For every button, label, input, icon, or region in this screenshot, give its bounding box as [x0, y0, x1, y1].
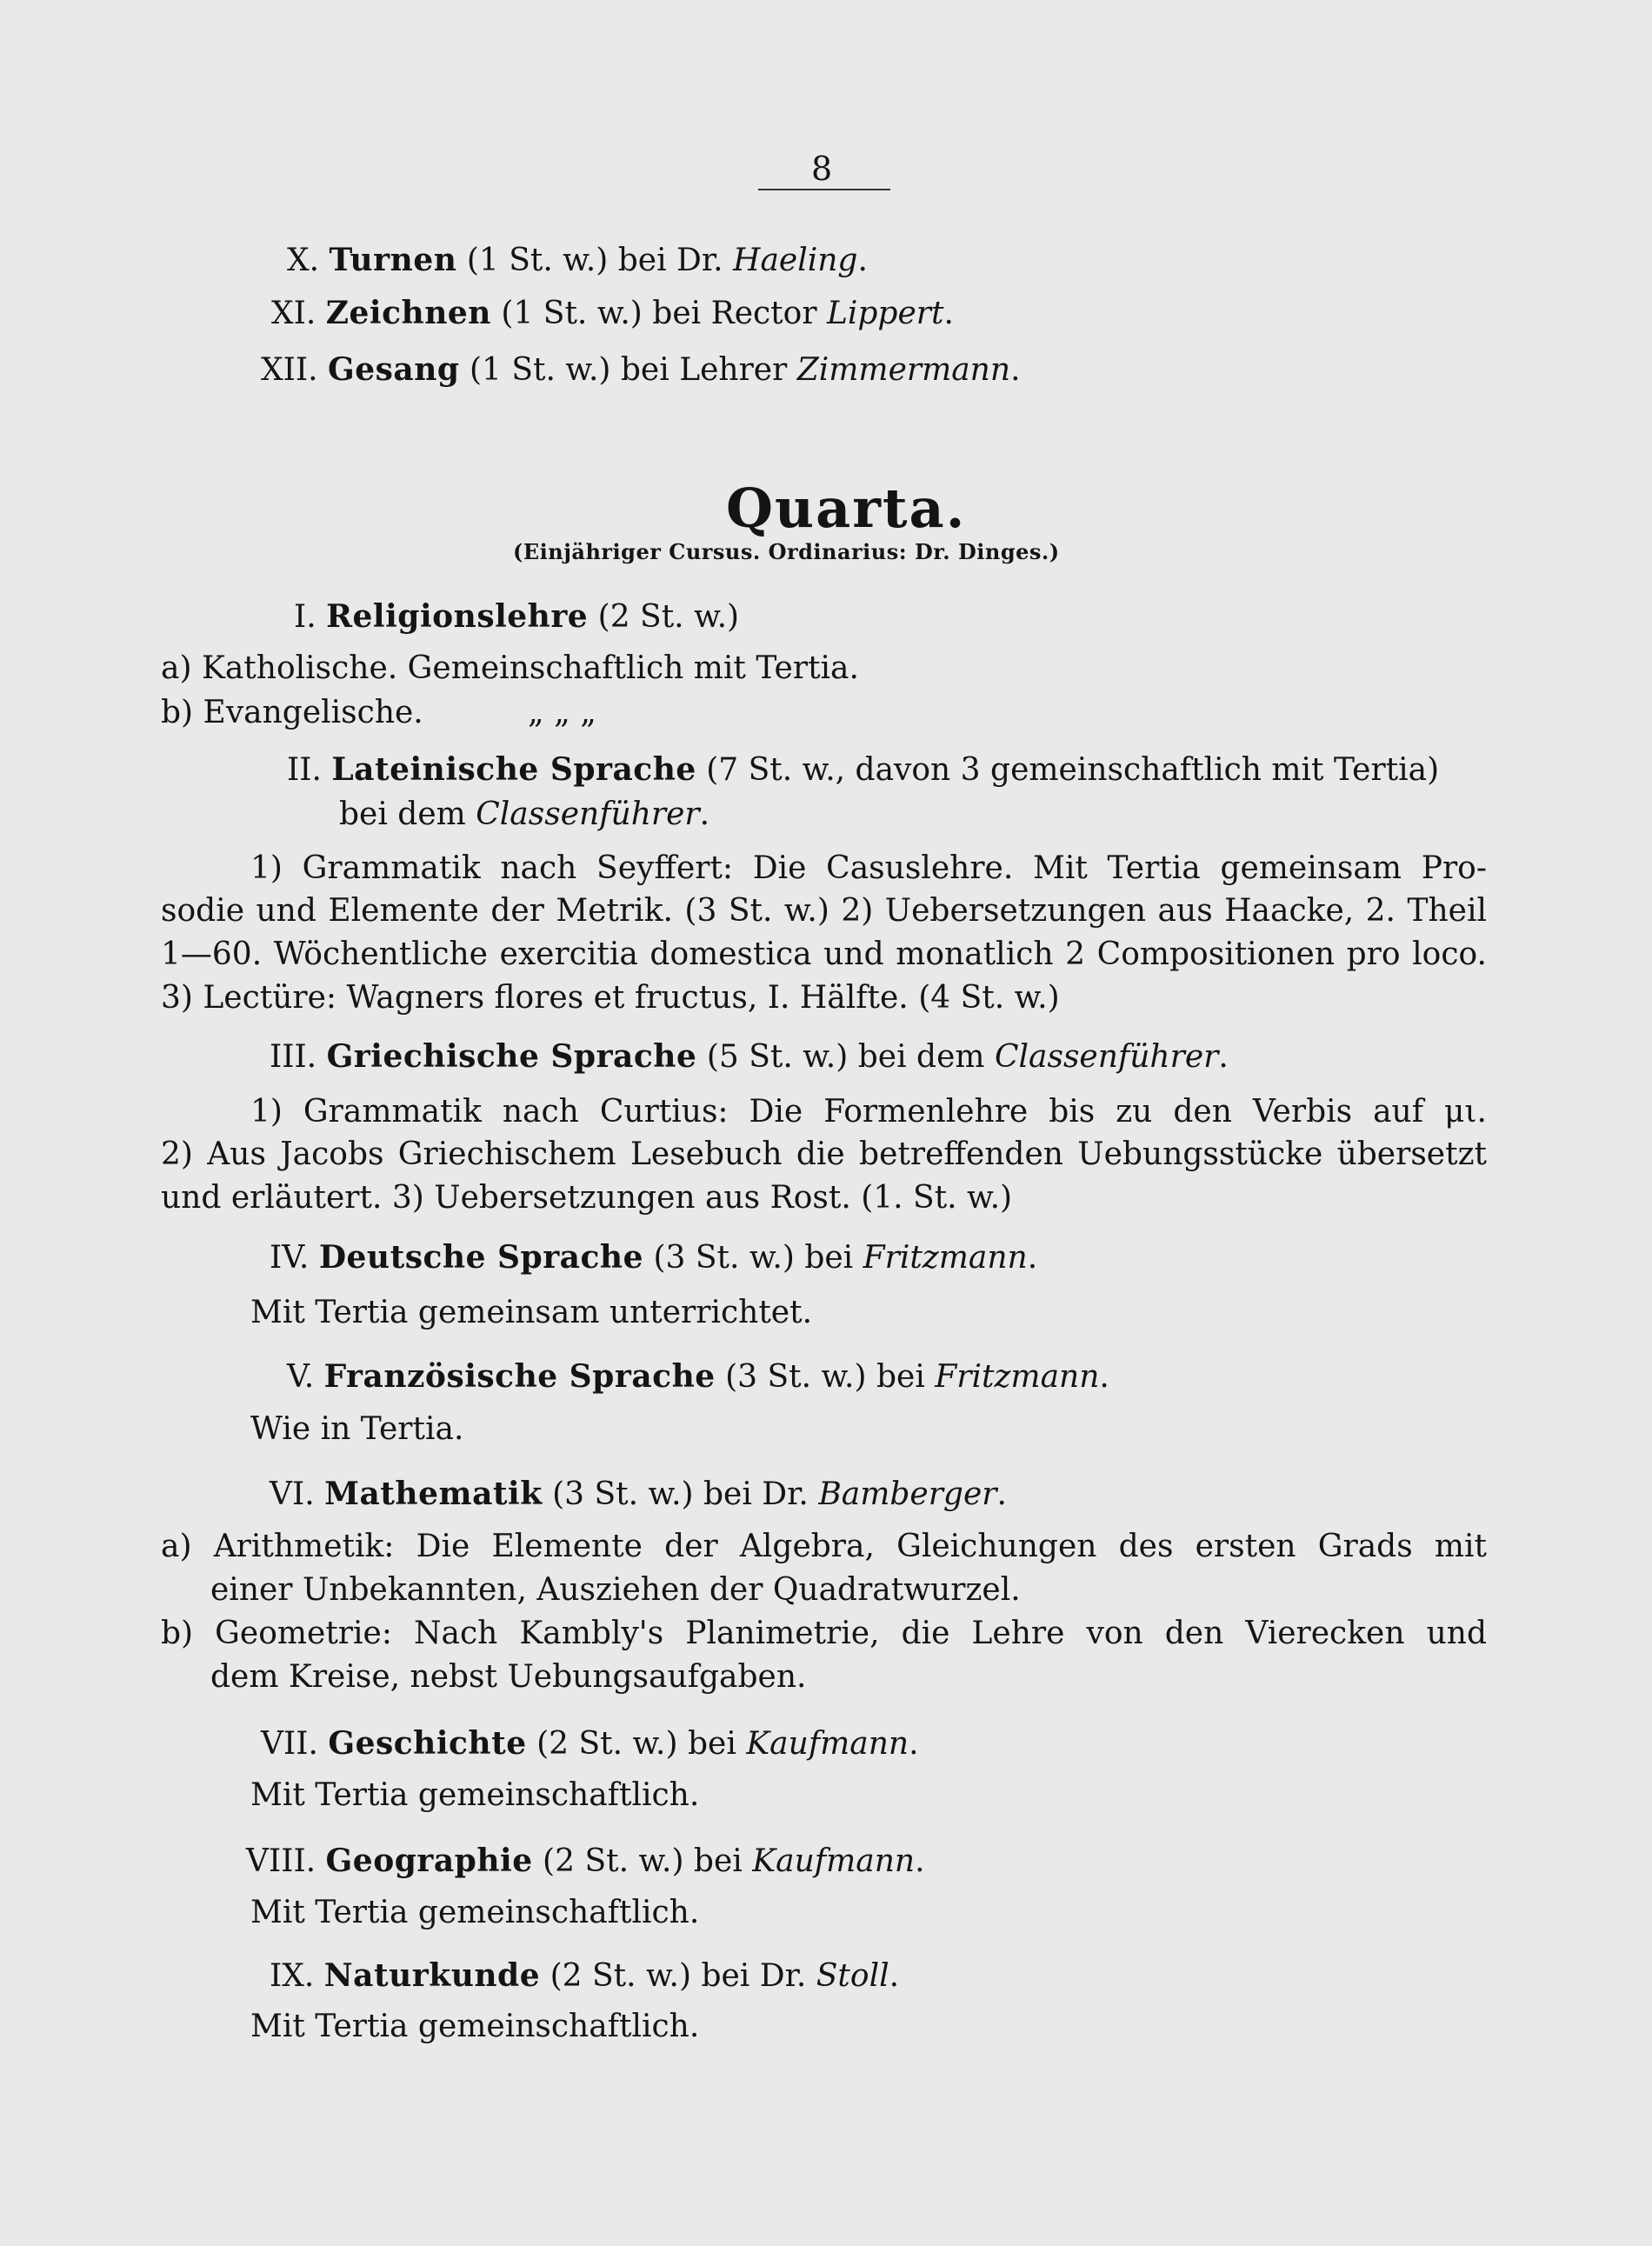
heading-geographie: VIII. Geographie (2 St. w.) bei Kaufmann.: [246, 1843, 925, 1879]
subject-line-gesang: XII. Gesang (1 St. w.) bei Lehrer Zimmermann.: [261, 351, 1021, 388]
latin-line-2: sodie und Elemente der Metrik. (3 St. w.) 2) Uebersetzungen aus Haacke, 2. Theil: [161, 893, 1487, 929]
history-note: Mit Tertia gemeinschaftlich.: [250, 1777, 700, 1813]
math-line-b-continued: dem Kreise, nebst Uebungsaufgaben.: [210, 1659, 807, 1695]
heading-griechische-sprache: III. Griechische Sprache (5 St. w.) bei dem Classenführer.: [270, 1038, 1229, 1075]
math-line-b: b) Geometrie: Nach Kambly's Planimetrie, die Lehre von den Vierecken und: [161, 1616, 1487, 1651]
section-title: Quarta.: [726, 477, 967, 540]
page-number-rule: [758, 189, 890, 190]
heading-geschichte: VII. Geschichte (2 St. w.) bei Kaufmann.: [261, 1725, 919, 1762]
heading-religionslehre: I. Religionslehre (2 St. w.): [294, 598, 740, 635]
subject-line-zeichnen: XI. Zeichnen (1 St. w.) bei Rector Lippert.: [271, 295, 954, 331]
religion-line-b: b) Evangelische.: [161, 695, 423, 730]
heading-mathematik: VI. Mathematik (3 St. w.) bei Dr. Bamberger.: [270, 1476, 1007, 1512]
greek-line-1: 1) Grammatik nach Curtius: Die Formenlehre bis zu den Verbis auf μι.: [250, 1094, 1487, 1130]
french-note: Wie in Tertia.: [250, 1411, 464, 1447]
heading-lateinische-sprache: II. Lateinische Sprache (7 St. w., davon 3 gemeinschaftlich mit Tertia): [287, 751, 1440, 788]
latin-line-1: 1) Grammatik nach Seyffert: Die Casuslehre. Mit Tertia gemeinsam Pro-: [250, 850, 1487, 886]
german-note: Mit Tertia gemeinsam unterrichtet.: [250, 1295, 813, 1330]
heading-deutsche-sprache: IV. Deutsche Sprache (3 St. w.) bei Fritzmann.: [270, 1239, 1038, 1276]
math-line-a: a) Arithmetik: Die Elemente der Algebra, Gleichungen des ersten Grads mit: [161, 1529, 1487, 1564]
page-number: 8: [811, 150, 833, 188]
section-subtitle: (Einjähriger Cursus. Ordinarius: Dr. Dinges.): [513, 539, 1060, 564]
heading-franzoesische-sprache: V. Französische Sprache (3 St. w.) bei Fritzmann.: [287, 1358, 1109, 1395]
latin-heading-continued: bei dem Classenführer.: [339, 796, 710, 832]
math-line-a-continued: einer Unbekannten, Ausziehen der Quadratwurzel.: [210, 1572, 1021, 1608]
subject-line-turnen: X. Turnen (1 St. w.) bei Dr. Haeling.: [287, 242, 868, 278]
greek-line-3: und erläutert. 3) Uebersetzungen aus Rost. (1. St. w.): [161, 1180, 1013, 1216]
science-note: Mit Tertia gemeinschaftlich.: [250, 2009, 700, 2044]
geography-note: Mit Tertia gemeinschaftlich.: [250, 1895, 700, 1930]
latin-line-4: 3) Lectüre: Wagners flores et fructus, I. Hälfte. (4 St. w.): [161, 980, 1060, 1016]
latin-line-3: 1—60. Wöchentliche exercitia domestica und monatlich 2 Compositionen pro loco.: [161, 936, 1487, 972]
religion-ditto-marks: „ „ „: [528, 695, 596, 730]
heading-naturkunde: IX. Naturkunde (2 St. w.) bei Dr. Stoll.: [270, 1957, 900, 1994]
religion-line-a: a) Katholische. Gemeinschaftlich mit Tertia.: [161, 650, 859, 686]
greek-line-2: 2) Aus Jacobs Griechischem Lesebuch die betreffenden Uebungsstücke übersetzt: [161, 1136, 1487, 1172]
